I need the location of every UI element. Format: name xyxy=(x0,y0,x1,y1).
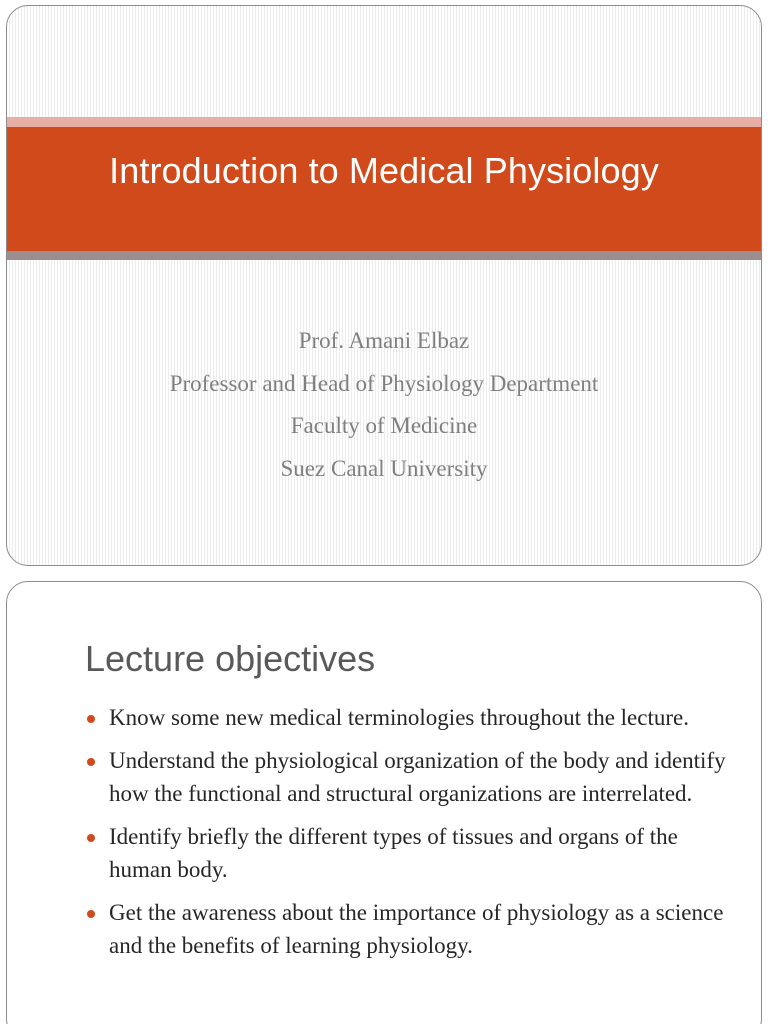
bullet-icon xyxy=(87,834,95,842)
list-item xyxy=(87,820,737,886)
accent-bar-bottom xyxy=(7,251,761,260)
bullet-icon xyxy=(87,715,95,723)
title-slide xyxy=(6,5,762,566)
list-item-text: Understand the physiological organization of the body and identify how the functional and structural organizations are interrelated. xyxy=(109,748,726,806)
list-item-text: Get the awareness about the importance of physiology as a science and the benefits of learning physiology. xyxy=(109,900,724,958)
slide-subtitle xyxy=(7,320,761,490)
list-item xyxy=(87,896,737,962)
bullet-icon xyxy=(87,758,95,766)
slide-heading: Lecture objectives xyxy=(85,638,376,679)
slide-title: Introduction to Medical Physiology xyxy=(109,150,659,191)
list-item-text: Know some new medical terminologies throughout the lecture. xyxy=(109,705,689,730)
objectives-list xyxy=(87,701,737,972)
bullet-icon xyxy=(87,910,95,918)
author-position: Professor and Head of Physiology Department xyxy=(169,370,599,396)
faculty-name: Faculty of Medicine xyxy=(290,413,478,438)
author-name: Prof. Amani Elbaz xyxy=(298,328,470,353)
accent-bar-top xyxy=(7,117,761,127)
list-item xyxy=(87,701,737,734)
university-name: Suez Canal University xyxy=(280,455,488,481)
title-band xyxy=(7,127,761,251)
list-item xyxy=(87,744,737,810)
list-item-text: Identify briefly the different types of tissues and organs of the human body. xyxy=(109,824,678,882)
objectives-slide xyxy=(6,581,762,1024)
